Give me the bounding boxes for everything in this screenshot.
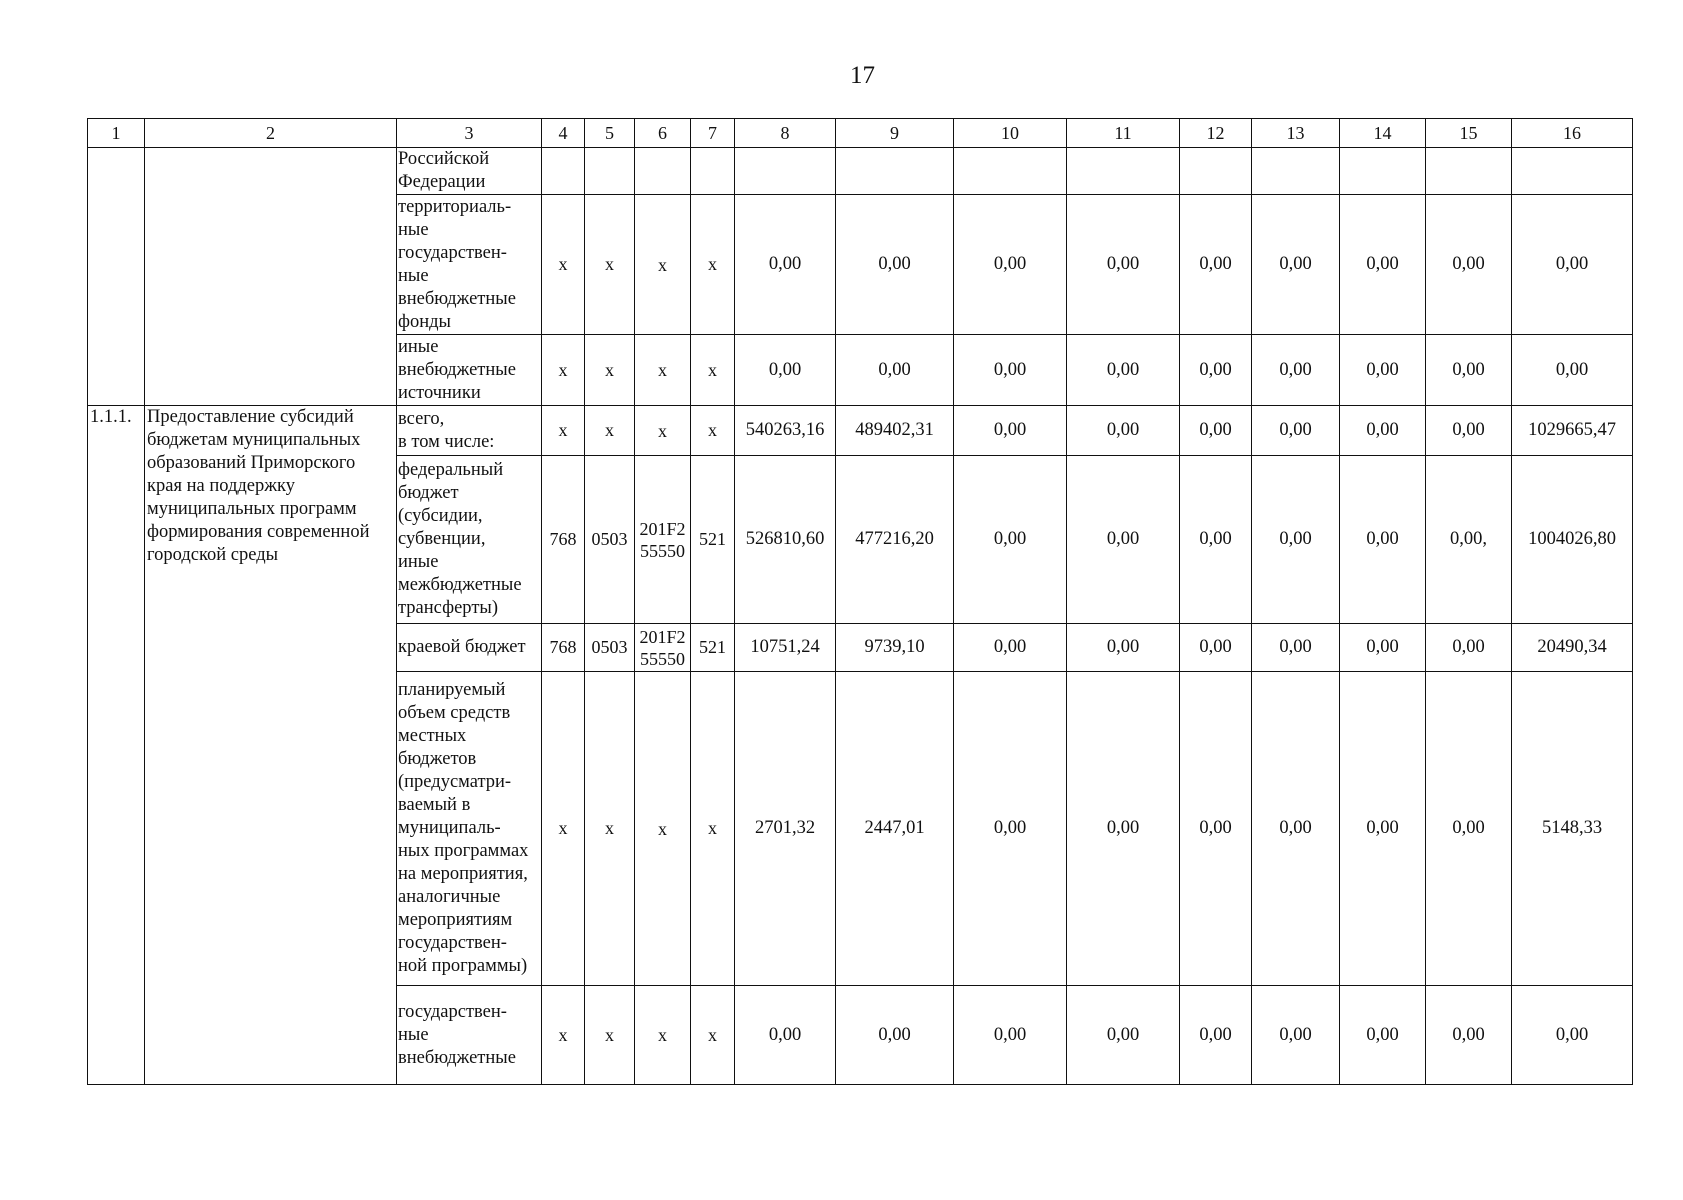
- amount-cell-col-8: 0,00: [735, 986, 836, 1085]
- funding-source-line: краевой бюджет: [398, 637, 526, 657]
- amount-cell-col-10: 0,00: [954, 986, 1067, 1085]
- item-name-line: бюджетам муниципальных: [147, 430, 361, 450]
- amount-cell-col-9: 489402,31: [836, 406, 954, 456]
- amount-cell-col-8: 10751,24: [735, 624, 836, 672]
- funding-source-cell: [397, 986, 542, 1085]
- funding-source-line: аналогичные: [398, 887, 501, 907]
- amount-cell-col-14: 0,00: [1340, 672, 1426, 986]
- funding-source-line: иные: [398, 552, 439, 572]
- funding-source-line: фонды: [398, 311, 451, 332]
- funding-source-line: государствен-: [398, 933, 507, 953]
- header-cell: 15: [1426, 119, 1512, 148]
- rzpr-code-cell: x: [585, 672, 635, 986]
- amount-cell-col-10: 0,00: [954, 335, 1067, 406]
- funding-source-line: мероприятиям: [398, 910, 513, 930]
- gr-code-cell: [542, 148, 585, 195]
- amount-cell-col-12: 0,00: [1180, 406, 1252, 456]
- amount-cell-col-13: [1252, 148, 1340, 195]
- funding-source-line: муниципаль-: [398, 818, 501, 838]
- amount-cell-col-8: 0,00: [735, 335, 836, 406]
- amount-cell-col-16: [1512, 148, 1633, 195]
- item-name-line: Предоставление субсидий: [147, 407, 354, 427]
- funding-source-line: государствен-: [398, 242, 507, 263]
- gr-code-cell: 768: [542, 624, 585, 672]
- amount-cell-col-16: 0,00: [1512, 335, 1633, 406]
- item-name-line: муниципальных программ: [147, 499, 357, 519]
- amount-cell-col-14: 0,00: [1340, 624, 1426, 672]
- amount-cell-col-16: 0,00: [1512, 195, 1633, 335]
- amount-cell-col-10: 0,00: [954, 456, 1067, 624]
- funding-source-line: субвенции,: [398, 529, 486, 549]
- header-row: [88, 119, 1633, 148]
- funding-source-line: в том числе:: [398, 431, 495, 452]
- amount-cell-col-11: 0,00: [1067, 335, 1180, 406]
- amount-cell-col-16: 1004026,80: [1512, 456, 1633, 624]
- funding-source-line: территориаль-: [398, 196, 512, 217]
- funding-source-line: ные: [398, 219, 429, 240]
- budget-table: [87, 118, 1633, 1085]
- funding-source-cell: [397, 456, 542, 624]
- amount-cell-col-8: [735, 148, 836, 195]
- funding-source-line: внебюджетные: [398, 1047, 516, 1068]
- funding-source-line: государствен-: [398, 1001, 507, 1022]
- csr-code-cell: x: [635, 195, 691, 335]
- amount-cell-col-12: 0,00: [1180, 986, 1252, 1085]
- rzpr-code-cell: 0503: [585, 624, 635, 672]
- amount-cell-col-11: 0,00: [1067, 406, 1180, 456]
- amount-cell-col-10: [954, 148, 1067, 195]
- funding-source-line: внебюджетные: [398, 359, 516, 380]
- amount-cell-col-13: 0,00: [1252, 195, 1340, 335]
- header-cell: 16: [1512, 119, 1633, 148]
- funding-source-line: ных программах: [398, 841, 529, 861]
- gr-code-cell: x: [542, 672, 585, 986]
- amount-cell-col-15: 0,00,: [1426, 456, 1512, 624]
- funding-source-line: (субсидии,: [398, 506, 483, 526]
- item-name-line: края на поддержку: [147, 476, 295, 496]
- gr-code-cell: x: [542, 195, 585, 335]
- table-body: [88, 119, 1633, 1085]
- header-cell: 8: [735, 119, 836, 148]
- amount-cell-col-11: 0,00: [1067, 986, 1180, 1085]
- gr-code-cell: 768: [542, 456, 585, 624]
- amount-cell-col-15: 0,00: [1426, 672, 1512, 986]
- vr-code-cell: x: [691, 672, 735, 986]
- header-cell: 12: [1180, 119, 1252, 148]
- amount-cell-col-10: 0,00: [954, 624, 1067, 672]
- gr-code-cell: x: [542, 986, 585, 1085]
- amount-cell-col-10: 0,00: [954, 672, 1067, 986]
- item-name-line: формирования современной: [147, 522, 370, 542]
- table-row: [88, 148, 1633, 195]
- item-name: [145, 406, 397, 1085]
- amount-cell-col-16: 20490,34: [1512, 624, 1633, 672]
- amount-cell-col-15: 0,00: [1426, 986, 1512, 1085]
- rzpr-code-cell: [585, 148, 635, 195]
- name-cell-empty: [145, 148, 397, 406]
- funding-source-line: бюджетов: [398, 749, 477, 769]
- amount-cell-col-10: 0,00: [954, 195, 1067, 335]
- funding-source-line: внебюджетные: [398, 288, 516, 309]
- header-cell: 13: [1252, 119, 1340, 148]
- funding-source-line: Федерации: [398, 172, 486, 192]
- vr-code-cell: 521: [691, 624, 735, 672]
- funding-source-line: иные: [398, 336, 439, 357]
- csr-code-cell: x: [635, 986, 691, 1085]
- amount-cell-col-15: 0,00: [1426, 195, 1512, 335]
- table-row: [88, 406, 1633, 456]
- funding-source-cell: [397, 148, 542, 195]
- amount-cell-col-8: 526810,60: [735, 456, 836, 624]
- funding-source-line: бюджет: [398, 483, 459, 503]
- item-name-line: образований Приморского: [147, 453, 356, 473]
- header-cell: 3: [397, 119, 542, 148]
- header-cell: 11: [1067, 119, 1180, 148]
- funding-source-line: ваемый в: [398, 795, 471, 815]
- amount-cell-col-13: 0,00: [1252, 456, 1340, 624]
- rzpr-code-cell: x: [585, 406, 635, 456]
- vr-code-cell: x: [691, 406, 735, 456]
- amount-cell-col-13: 0,00: [1252, 335, 1340, 406]
- amount-cell-col-9: 9739,10: [836, 624, 954, 672]
- funding-source-line: трансферты): [398, 598, 498, 618]
- amount-cell-col-12: 0,00: [1180, 456, 1252, 624]
- amount-cell-col-9: [836, 148, 954, 195]
- csr-code-cell: x: [635, 335, 691, 406]
- funding-source-line: (предусматри-: [398, 772, 512, 792]
- funding-source-line: местных: [398, 726, 467, 746]
- funding-source-cell: [397, 624, 542, 672]
- amount-cell-col-12: 0,00: [1180, 195, 1252, 335]
- csr-code-cell: [635, 148, 691, 195]
- funding-source-line: планируемый: [398, 680, 506, 700]
- amount-cell-col-9: 2447,01: [836, 672, 954, 986]
- funding-source-cell: [397, 335, 542, 406]
- amount-cell-col-14: 0,00: [1340, 406, 1426, 456]
- amount-cell-col-16: 0,00: [1512, 986, 1633, 1085]
- funding-source-line: объем средств: [398, 703, 511, 723]
- header-cell: 1: [88, 119, 145, 148]
- funding-source-cell: [397, 672, 542, 986]
- vr-code-cell: x: [691, 335, 735, 406]
- funding-source-line: источники: [398, 382, 481, 403]
- number-cell-empty: [88, 148, 145, 406]
- amount-cell-col-16: 1029665,47: [1512, 406, 1633, 456]
- amount-cell-col-14: [1340, 148, 1426, 195]
- amount-cell-col-12: [1180, 148, 1252, 195]
- funding-source-line: Российской: [398, 149, 490, 169]
- amount-cell-col-16: 5148,33: [1512, 672, 1633, 986]
- amount-cell-col-14: 0,00: [1340, 456, 1426, 624]
- amount-cell-col-14: 0,00: [1340, 986, 1426, 1085]
- vr-code-cell: x: [691, 986, 735, 1085]
- csr-code-cell: x: [635, 672, 691, 986]
- amount-cell-col-13: 0,00: [1252, 624, 1340, 672]
- amount-cell-col-10: 0,00: [954, 406, 1067, 456]
- header-cell: 9: [836, 119, 954, 148]
- rzpr-code-cell: x: [585, 335, 635, 406]
- item-number: 1.1.1.: [88, 406, 145, 1085]
- gr-code-cell: x: [542, 335, 585, 406]
- amount-cell-col-13: 0,00: [1252, 406, 1340, 456]
- funding-source-cell: [397, 195, 542, 335]
- amount-cell-col-8: 540263,16: [735, 406, 836, 456]
- vr-code-cell: x: [691, 195, 735, 335]
- amount-cell-col-9: 0,00: [836, 986, 954, 1085]
- funding-source-line: на мероприятия,: [398, 864, 528, 884]
- amount-cell-col-13: 0,00: [1252, 672, 1340, 986]
- amount-cell-col-11: [1067, 148, 1180, 195]
- amount-cell-col-11: 0,00: [1067, 672, 1180, 986]
- amount-cell-col-11: 0,00: [1067, 195, 1180, 335]
- rzpr-code-cell: x: [585, 195, 635, 335]
- header-cell: 14: [1340, 119, 1426, 148]
- header-cell: 7: [691, 119, 735, 148]
- funding-source-line: всего,: [398, 408, 445, 429]
- amount-cell-col-9: 0,00: [836, 335, 954, 406]
- amount-cell-col-11: 0,00: [1067, 624, 1180, 672]
- funding-source-line: ной программы): [398, 956, 528, 976]
- amount-cell-col-15: 0,00: [1426, 335, 1512, 406]
- amount-cell-col-14: 0,00: [1340, 335, 1426, 406]
- funding-source-line: межбюджетные: [398, 575, 522, 595]
- csr-code-cell: 201F2 55550: [635, 624, 691, 672]
- amount-cell-col-13: 0,00: [1252, 986, 1340, 1085]
- gr-code-cell: x: [542, 406, 585, 456]
- funding-source-cell: [397, 406, 542, 456]
- amount-cell-col-15: 0,00: [1426, 624, 1512, 672]
- amount-cell-col-8: 0,00: [735, 195, 836, 335]
- funding-source-line: ные: [398, 265, 429, 286]
- rzpr-code-cell: 0503: [585, 456, 635, 624]
- csr-code-cell: x: [635, 406, 691, 456]
- vr-code-cell: 521: [691, 456, 735, 624]
- header-cell: 10: [954, 119, 1067, 148]
- amount-cell-col-9: 0,00: [836, 195, 954, 335]
- amount-cell-col-12: 0,00: [1180, 335, 1252, 406]
- amount-cell-col-14: 0,00: [1340, 195, 1426, 335]
- amount-cell-col-12: 0,00: [1180, 672, 1252, 986]
- vr-code-cell: [691, 148, 735, 195]
- header-cell: 5: [585, 119, 635, 148]
- amount-cell-col-11: 0,00: [1067, 456, 1180, 624]
- csr-code-cell: 201F2 55550: [635, 456, 691, 624]
- page-number: 17: [850, 62, 875, 89]
- funding-source-line: ные: [398, 1024, 429, 1045]
- item-name-line: городской среды: [147, 545, 279, 565]
- amount-cell-col-9: 477216,20: [836, 456, 954, 624]
- header-cell: 4: [542, 119, 585, 148]
- amount-cell-col-12: 0,00: [1180, 624, 1252, 672]
- header-cell: 6: [635, 119, 691, 148]
- header-cell: 2: [145, 119, 397, 148]
- rzpr-code-cell: x: [585, 986, 635, 1085]
- amount-cell-col-15: 0,00: [1426, 406, 1512, 456]
- amount-cell-col-8: 2701,32: [735, 672, 836, 986]
- funding-source-line: федеральный: [398, 460, 504, 480]
- amount-cell-col-15: [1426, 148, 1512, 195]
